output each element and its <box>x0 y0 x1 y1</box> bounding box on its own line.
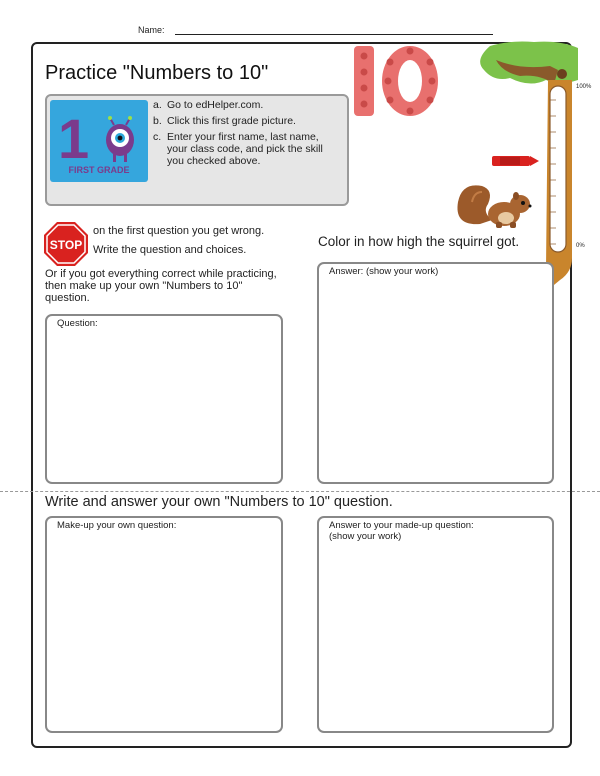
tree-thermometer[interactable] <box>450 40 580 300</box>
instruction-text: Go to edHelper.com. <box>167 99 264 111</box>
page-title: Practice "Numbers to 10" <box>45 62 269 84</box>
write-section-heading: Write and answer your own "Numbers to 10" question. <box>45 494 393 510</box>
grade-label: FIRST GRADE <box>68 165 130 175</box>
instruction-c <box>153 131 341 167</box>
crayon-icon <box>490 154 540 168</box>
color-prompt: Color in how high the squirrel got. <box>318 234 520 249</box>
thermometer-tube <box>550 86 566 252</box>
make-up-answer-sublabel: (show your work) <box>329 531 402 542</box>
answer-label: Answer: (show your work) <box>329 266 439 277</box>
instruction-letter: b. <box>153 115 162 127</box>
stop-line-2: Write the question and choices. <box>93 244 247 256</box>
make-up-answer-label: Answer to your made-up question: <box>329 520 474 531</box>
make-up-question-box[interactable] <box>45 516 283 733</box>
instruction-text: Click this first grade picture. <box>167 115 296 127</box>
instruction-letter: c. <box>153 131 162 143</box>
instruction-b <box>153 115 341 127</box>
monster-icon <box>50 100 148 182</box>
monster-character <box>106 116 134 162</box>
grade-number: 1 <box>58 107 90 170</box>
thermometer-top-label: 100% <box>576 84 592 90</box>
question-box[interactable] <box>45 314 283 484</box>
alternate-instructions: Or if you got everything correct while practicing, then make up your own "Numbers to 10" question. <box>45 268 277 304</box>
instruction-a <box>153 99 341 111</box>
make-up-question-label: Make-up your own question: <box>57 520 177 531</box>
big-ten-graphic <box>350 42 450 120</box>
instructions-list <box>153 99 341 171</box>
cut-line <box>0 491 600 492</box>
answer-box[interactable] <box>317 262 554 484</box>
first-grade-tile[interactable] <box>50 100 148 182</box>
instruction-letter: a. <box>153 99 162 111</box>
name-label: Name: <box>138 25 165 35</box>
stop-sign-icon <box>43 221 89 267</box>
name-line[interactable] <box>175 34 493 35</box>
stop-sign-text: STOP <box>49 238 83 252</box>
squirrel-icon <box>452 178 534 230</box>
question-label: Question: <box>57 318 98 329</box>
stop-line-1: on the first question you get wrong. <box>93 225 265 237</box>
instruction-text: Enter your first name, last name, your class code, and pick the skill you checked above. <box>167 131 323 167</box>
thermometer-bottom-label: 0% <box>576 243 585 249</box>
make-up-answer-box[interactable] <box>317 516 554 733</box>
stop-instructions <box>93 222 264 260</box>
